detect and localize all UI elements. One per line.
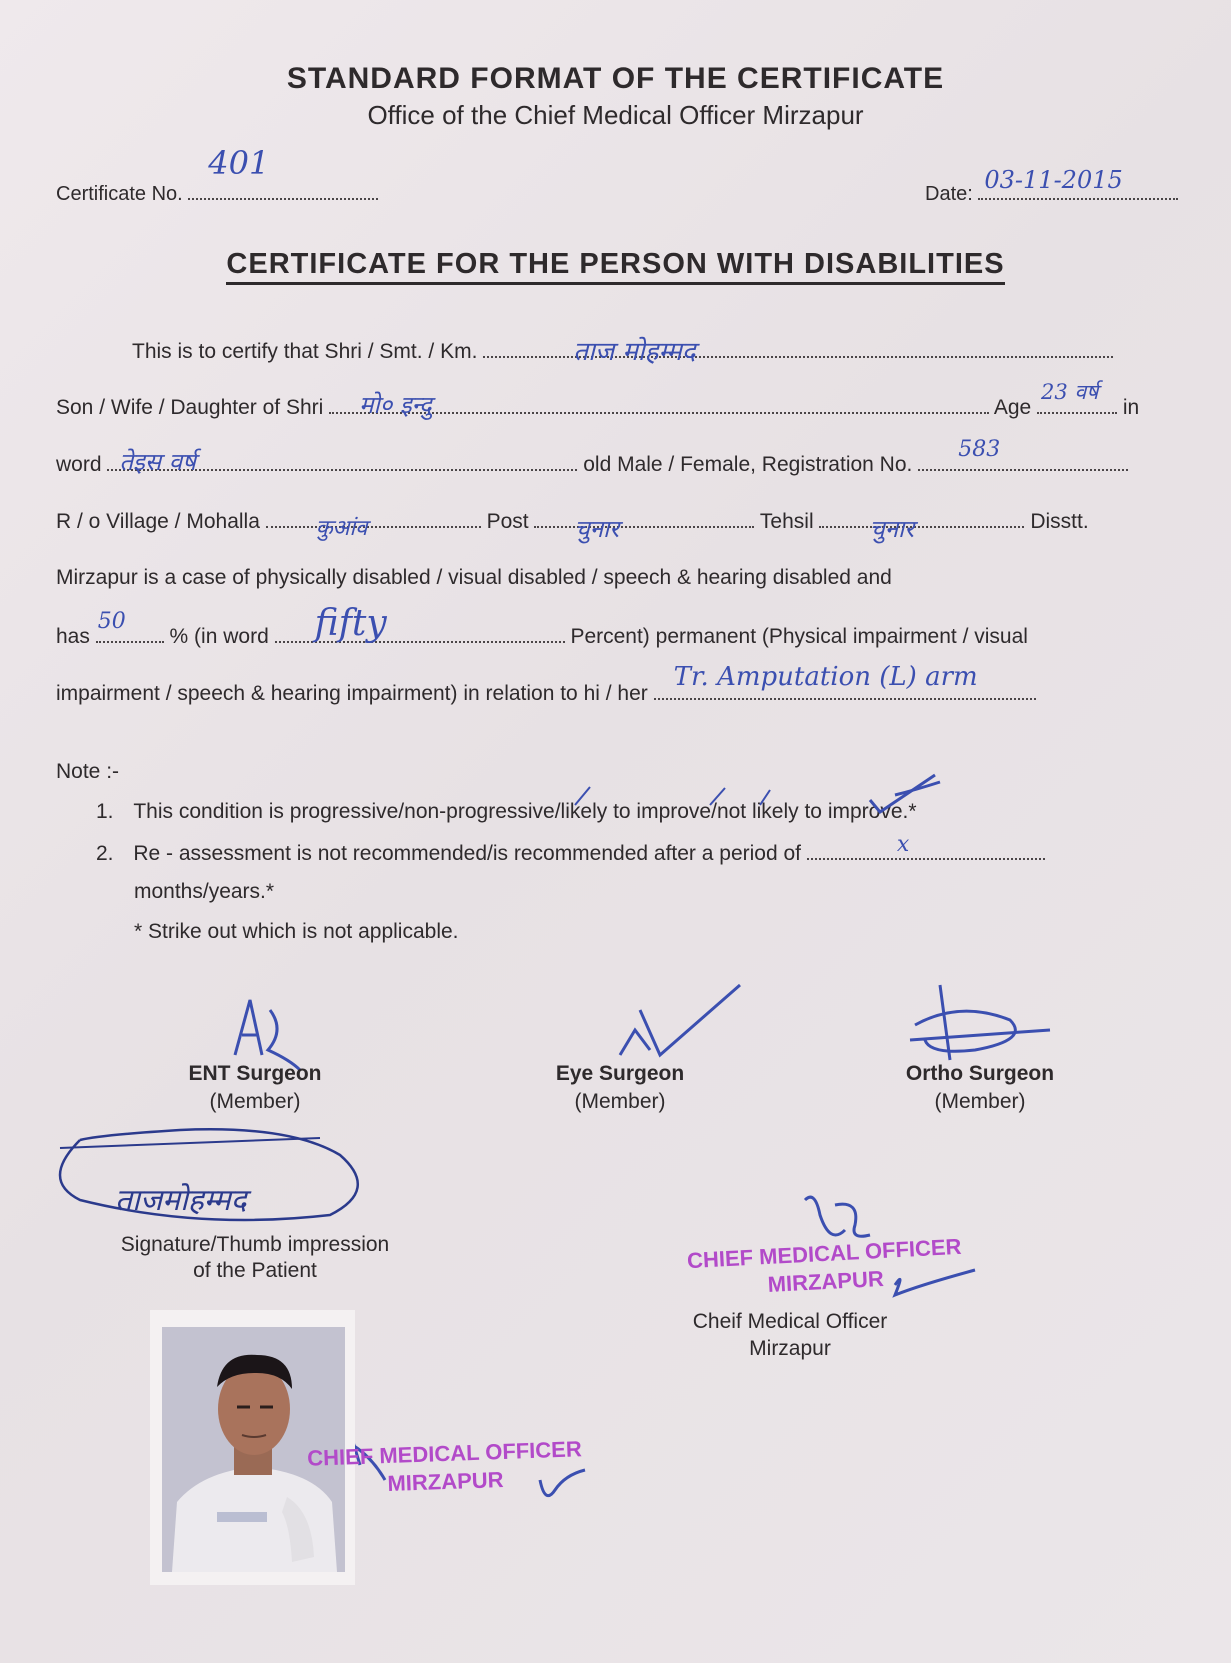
photo-stamp-line-1: CHIEF MEDICAL OFFICER (306, 1436, 583, 1471)
photo-stamp-line-2: MIRZAPUR (387, 1466, 504, 1497)
percent-word-value: fifty (314, 603, 387, 644)
certificate-heading-text: CERTIFICATE FOR THE PERSON WITH DISABILITIES (226, 248, 1004, 285)
photo-stamp (284, 1434, 606, 1501)
registration-value: 583 (958, 437, 1001, 462)
patient-signature-label-2: of the Patient (193, 1259, 317, 1282)
certificate-no-label: Certificate No. (56, 183, 183, 205)
percent-permanent-text: Percent) permanent (Physical impairment / visual (570, 625, 1028, 648)
reassessment-period-value: x (896, 832, 910, 857)
post-value: चुनार (574, 515, 620, 543)
strike-mark (710, 788, 725, 805)
cmo-stamp-line-1: CHIEF MEDICAL OFFICER (686, 1233, 963, 1274)
post-label: Post (486, 510, 529, 533)
note-item-2-number: 2. (96, 842, 114, 865)
residence-label: R / o Village / Mohalla (56, 510, 260, 533)
eye-surgeon-signature (620, 985, 740, 1055)
has-label: has (56, 625, 90, 648)
impairment-relation-text: impairment / speech & hearing impairment) in relation to hi / her (56, 682, 648, 705)
strike-mark (575, 787, 590, 805)
ent-surgeon-title: ENT Surgeon (188, 1062, 322, 1085)
age-value: 23 वर्ष (1041, 380, 1099, 404)
ortho-surgeon-signature (910, 985, 1050, 1060)
body-line-5: Mirzapur is a case of physically disabled / visual disabled / speech & hearing disabled and (56, 566, 892, 589)
age-words-value: तेइस वर्ष (119, 448, 196, 476)
cmo-label-2: Mirzapur (749, 1337, 831, 1360)
date-label: Date: (925, 183, 973, 205)
note-footnote: * Strike out which is not applicable. (134, 920, 459, 943)
certificate-format-title: STANDARD FORMAT OF THE CERTIFICATE (286, 62, 945, 95)
patient-signature-label: Signature/Thumb impression (120, 1233, 390, 1256)
note-item-2-text: Re - assessment is not recommended/is recommended after a period of (133, 842, 802, 865)
office-subtitle: Office of the Chief Medical Officer Mirzapur (367, 100, 864, 130)
ent-surgeon-role: (Member) (209, 1090, 301, 1113)
ortho-surgeon-title: Ortho Surgeon (905, 1062, 1055, 1085)
note-label: Note :- (56, 760, 120, 783)
date-value: 03-11-2015 (984, 166, 1123, 194)
cmo-label: Cheif Medical Officer (692, 1310, 888, 1333)
patient-signature-line (60, 1138, 320, 1148)
percent-value: 50 (97, 609, 126, 634)
in-label: in (1122, 396, 1140, 419)
eye-surgeon-title: Eye Surgeon (555, 1062, 685, 1085)
note-item-2-continued: months/years.* (134, 880, 275, 903)
patient-signature-text: ताजमोहम्मद (115, 1183, 247, 1218)
village-value: कुआंव (315, 516, 368, 541)
relation-label: Son / Wife / Daughter of Shri (56, 396, 324, 419)
percent-in-word-label: % (in word (169, 625, 269, 648)
tehsil-value: चुनार (869, 515, 915, 543)
patient-name-value: ताज मोहम्मद (573, 337, 696, 367)
cmo-stamp-line-2: MIRZAPUR (767, 1265, 885, 1298)
certify-text: This is to certify that Shri / Smt. / Km. (132, 340, 478, 363)
cmo-signature (805, 1197, 870, 1236)
ortho-surgeon-role: (Member) (934, 1090, 1026, 1113)
eye-surgeon-role: (Member) (574, 1090, 666, 1113)
tehsil-label: Tehsil (759, 510, 814, 533)
certificate-no-value: 401 (208, 144, 270, 182)
father-name-value: मो० इन्दु (359, 391, 432, 419)
impairment-detail-value: Tr. Amputation (L) arm (673, 662, 978, 692)
ent-surgeon-signature (235, 1000, 300, 1070)
disstt-label: Disstt. (1030, 510, 1089, 533)
note-item-1-number: 1. (96, 800, 114, 823)
note-item-1-text: This condition is progressive/non-progressive/likely to improve/not likely to improve.* (133, 800, 917, 823)
word-label: word (56, 453, 102, 476)
gender-registration-label: old Male / Female, Registration No. (583, 453, 913, 476)
age-label: Age (993, 396, 1032, 419)
strike-mark (760, 790, 770, 805)
